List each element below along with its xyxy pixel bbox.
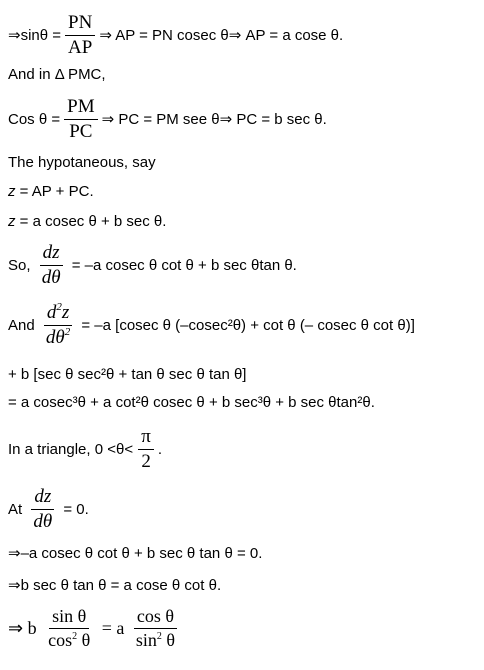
line-3 — [8, 96, 327, 143]
fraction-dz-dtheta — [30, 486, 55, 533]
fraction-sin-cos2 — [45, 606, 93, 650]
line-13 — [8, 544, 262, 562]
line-4-text: The hypotaneous, say — [8, 154, 156, 171]
fraction-pi-2 — [138, 426, 154, 473]
line-7 — [8, 242, 297, 289]
fraction-numerator: PM — [64, 96, 97, 120]
line-10 — [8, 394, 375, 411]
fraction-denominator: dθ — [41, 266, 61, 288]
line-14-text: ⇒b sec θ tan θ = a cose θ cot θ. — [8, 577, 222, 594]
fraction-denominator — [43, 326, 73, 349]
fraction-numerator: PN — [65, 12, 95, 36]
line-15-prefix: ⇒ b — [8, 617, 42, 638]
fraction-pn-ap — [65, 12, 95, 59]
line-7-suffix: = –a cosec θ cot θ + b sec θtan θ. — [67, 256, 297, 274]
line-6 — [8, 213, 166, 230]
fraction-pm-pc — [64, 96, 97, 143]
denominator-exponent: 2 — [156, 630, 162, 642]
line-5 — [8, 183, 94, 200]
line-12-prefix: At — [8, 500, 27, 518]
line-2-text: And in Δ PMC, — [8, 66, 106, 83]
line-15-middle: = a — [97, 617, 129, 638]
line-1-prefix: ⇒sinθ = — [8, 27, 62, 45]
denominator-exponent: 2 — [64, 325, 71, 338]
fraction-denominator: AP — [68, 36, 93, 58]
line-8-prefix: And — [8, 316, 39, 334]
line-11-suffix: . — [157, 440, 163, 458]
line-4 — [8, 154, 156, 171]
line-8-suffix: = –a [cosec θ (–cosec²θ) + cot θ (– cosec θ cot θ)] — [77, 316, 415, 334]
line-3-prefix: Cos θ = — [8, 110, 61, 128]
line-6-text: = a cosec θ + b sec θ. — [15, 213, 167, 230]
fraction-numerator: dz — [40, 242, 63, 266]
denominator-cos: cos — [48, 629, 73, 650]
fraction-d2z-dtheta2 — [43, 302, 73, 349]
line-7-prefix: So, — [8, 256, 35, 274]
fraction-numerator: sin θ — [49, 606, 89, 629]
numerator-d: d — [46, 302, 57, 323]
line-10-text: = a cosec³θ + a cot²θ cosec θ + b sec³θ + b sec θtan²θ. — [8, 394, 375, 411]
line-15 — [8, 606, 182, 650]
line-9-text: + b [sec θ sec²θ + tan θ sec θ tan θ] — [8, 366, 247, 383]
variable-z: z — [8, 213, 16, 230]
line-1 — [8, 12, 343, 59]
line-5-text: = AP + PC. — [15, 183, 94, 200]
fraction-numerator: cos θ — [134, 606, 177, 629]
denominator-dtheta: dθ — [45, 326, 65, 348]
line-3-suffix: ⇒ PC = PM see θ⇒ PC = b sec θ. — [101, 111, 327, 129]
line-1-suffix: ⇒ AP = PN cosec θ⇒ AP = a cose θ. — [99, 27, 344, 45]
fraction-denominator: PC — [69, 120, 93, 142]
line-9 — [8, 366, 246, 383]
numerator-exponent: 2 — [56, 301, 62, 313]
fraction-denominator: dθ — [33, 510, 53, 532]
fraction-denominator — [133, 629, 178, 651]
denominator-sin: sin — [135, 629, 157, 650]
fraction-cos-sin2 — [133, 606, 178, 650]
line-12-suffix: = 0. — [59, 500, 89, 518]
denominator-theta: θ — [161, 629, 175, 650]
line-14 — [8, 576, 221, 594]
fraction-dz-dtheta — [39, 242, 64, 289]
line-13-text: ⇒–a cosec θ cot θ + b sec θ tan θ = 0. — [8, 545, 263, 562]
line-11-prefix: In a triangle, 0 <θ< — [8, 440, 138, 458]
numerator-z: z — [61, 302, 70, 323]
fraction-numerator — [44, 302, 72, 326]
denominator-theta: θ — [77, 629, 91, 650]
fraction-denominator: 2 — [141, 450, 151, 472]
line-2 — [8, 66, 106, 83]
variable-z: z — [8, 183, 16, 200]
fraction-numerator: dz — [31, 486, 54, 510]
fraction-denominator — [45, 629, 93, 651]
line-8 — [8, 302, 415, 349]
line-11 — [8, 426, 162, 473]
fraction-numerator: π — [138, 426, 154, 450]
denominator-exponent: 2 — [72, 630, 78, 642]
line-12 — [8, 486, 89, 533]
